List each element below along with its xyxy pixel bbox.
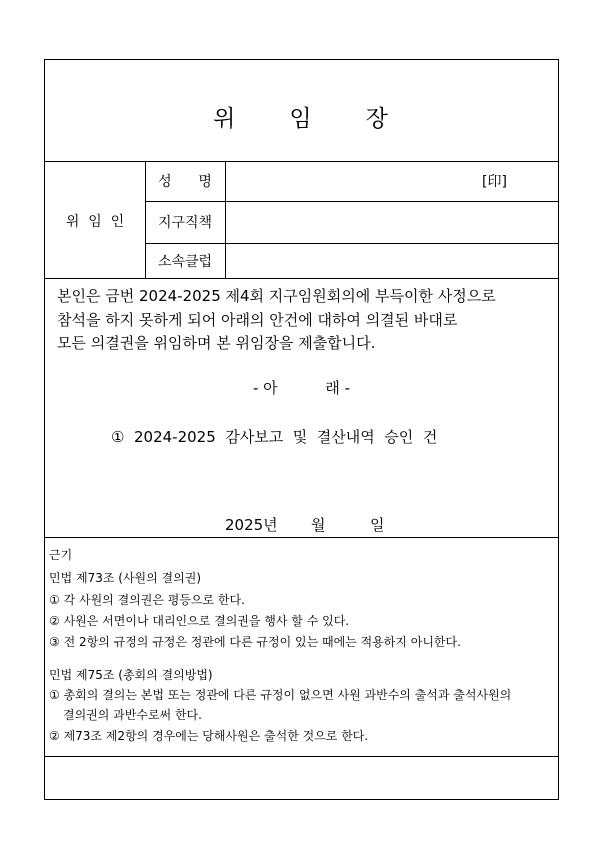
seal-mark: [印]: [482, 174, 507, 190]
title-char-3: 장: [365, 106, 390, 132]
divider: [45, 756, 558, 757]
law2-item: 결의권의 과반수로써 한다.: [63, 708, 202, 722]
body-line-2: 참석을 하지 못하게 되어 아래의 안건에 대하여 의결된 바대로: [57, 311, 458, 329]
legal-heading: 근기: [49, 548, 73, 562]
date-month: 월: [311, 516, 326, 534]
position-label: 지구직책: [157, 215, 213, 231]
date-year: 2025년: [225, 516, 278, 534]
below-heading: - 아 래 -: [252, 379, 351, 397]
page-title: [45, 100, 558, 133]
proxy-form-frame: [44, 59, 559, 800]
divider: [225, 161, 226, 278]
law2-item: ② 제73조 제2항의 경우에는 당해사원은 출석한 것으로 한다.: [49, 729, 369, 743]
title-char-1: 위: [213, 106, 238, 132]
title-char-2: 임: [289, 106, 314, 132]
law2-title: 민법 제75조 (총회의 결의방법): [49, 668, 213, 682]
law1-title: 민법 제73조 (사원의 결의권): [49, 571, 201, 585]
divider: [145, 201, 558, 202]
divider: [45, 278, 558, 279]
name-label: 성 명: [158, 174, 212, 190]
law2-item: ① 총회의 결의는 본법 또는 정관에 다른 규정이 없으면 사원 과반수의 출석과 출석사원의: [49, 688, 512, 702]
law1-item: ③ 전 2항의 규정의 규정은 정관에 다른 규정이 있는 때에는 적용하지 아니한다.: [49, 635, 461, 649]
delegator-label: 위 임 인: [65, 214, 125, 230]
body-line-3: 모든 의결권을 위임하며 본 위임장을 제출합니다.: [57, 334, 376, 352]
body-line-1: 본인은 금번 2024-2025 제4회 지구임원회의에 부득이한 사정으로: [57, 287, 496, 305]
divider: [45, 161, 558, 162]
agenda-item: ① 2024-2025 감사보고 및 결산내역 승인 건: [111, 428, 438, 446]
club-label: 소속클럽: [157, 254, 213, 270]
date-day: 일: [370, 516, 385, 534]
divider: [45, 537, 558, 538]
law1-item: ① 각 사원의 결의권은 평등으로 한다.: [49, 593, 245, 607]
law1-item: ② 사원은 서면이나 대리인으로 결의권을 행사 할 수 있다.: [49, 614, 350, 628]
divider: [145, 243, 558, 244]
